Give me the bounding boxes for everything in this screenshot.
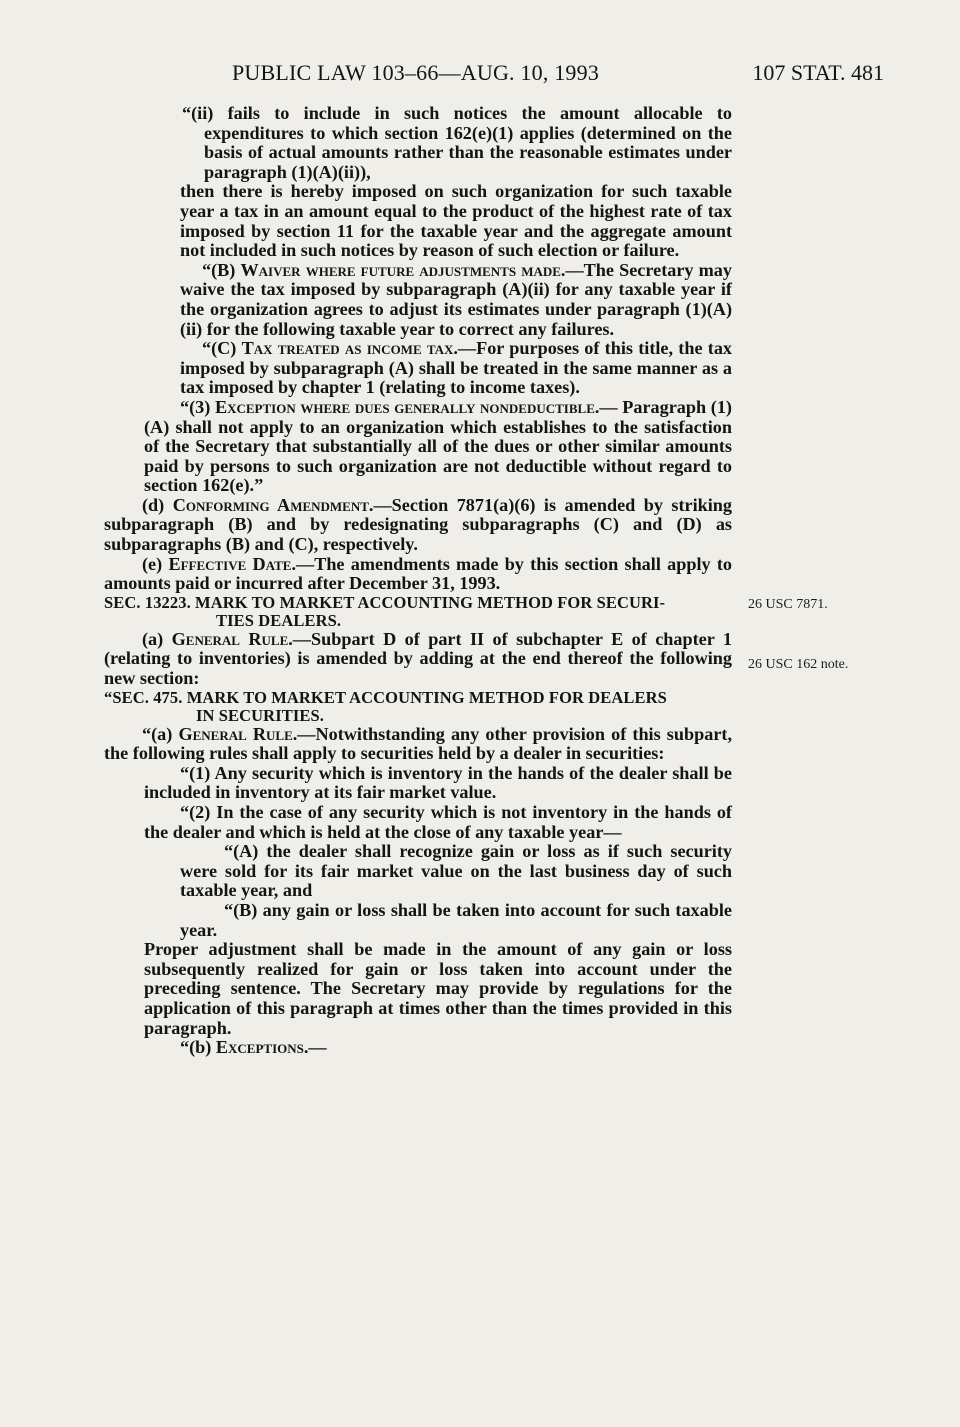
subparagraph-b-waiver: “(B) Waiver where future adjustments made.—The Secretary may waive the tax imposed by subparagraph (A)(ii) for any taxable year if the organization agrees to adjust its estimates under paragraph (1)(A)(ii) for the following taxable year to correct any failures. xyxy=(180,259,732,339)
subsection-a-heading: General Rule xyxy=(171,628,289,649)
subparagraph-b-gain-or-loss: “(B) any gain or loss shall be taken into account for such taxable year. xyxy=(180,899,732,940)
section-475-heading: “SEC. 475. MARK TO MARKET ACCOUNTING METHOD FOR DEALERS IN SECURITIES. xyxy=(104,687,667,725)
paragraph-3-heading: Exception where dues generally nondeductible xyxy=(214,396,595,417)
paragraph-proper-adjustment: Proper adjustment shall be made in the amount of any gain or loss subsequently realized for gain or loss taken into account under the preceding sentence. The Secretary may provide by regulations for the application of this paragraph at times other than the times provided in this paragraph. xyxy=(144,939,732,1038)
subsection-b-heading: Exceptions xyxy=(215,1037,304,1058)
subparagraph-c-income-tax: “(C) Tax treated as income tax.—For purposes of this title, the tax imposed by subparagraph (A) shall be treated in the same manner as a tax imposed by chapter 1 (relating to income taxes). xyxy=(180,338,733,398)
page-header xyxy=(232,60,884,90)
paragraph-tax-imposed: then there is hereby imposed on such organization for such taxable year a tax in an amount equal to the product of the highest rate of tax imposed by section 11 for the taxable year and the aggregate amount not included in such notices by reason of such election or failure. xyxy=(180,181,732,261)
subsection-b-exceptions: “(b) Exceptions.— xyxy=(180,1037,327,1058)
statute-reference: 107 STAT. 481 xyxy=(752,60,884,85)
subsection-e-effective-date: (e) Effective Date.—The amendments made by this section shall apply to amounts paid or incurred after December 31, 1993. xyxy=(104,553,732,594)
subparagraph-b-heading: Waiver where future adjustments made xyxy=(240,259,561,280)
subsection-d-conforming-amendment: (d) Conforming Amendment.—Section 7871(a)(6) is amended by striking subparagraph (B) and by redesignating subparagraphs (C) and (D) as subparagraphs (B) and (C), respectively. xyxy=(104,494,733,555)
margin-note-usc-7871: 26 USC 7871. xyxy=(748,597,828,612)
clause-ii: “(ii) fails to include in such notices the amount allocable to expenditures to which section 162(e)(1) applies (determined on the basis of actual amounts rather than the reasonable estimates under paragraph (1)(A)(ii)), xyxy=(182,103,732,182)
subparagraph-a-recognize-gain: “(A) the dealer shall recognize gain or loss as if such security were sold for its fair market value on the last business day of such taxable year, and xyxy=(180,841,732,901)
paragraph-3-exception: “(3) Exception where dues generally nondeductible.— Paragraph (1)(A) shall not apply to an organization which establishes to the satisfaction of the Secretary that substantially all of the dues or other similar amounts paid by persons to such organization are not deductible without regard to section 162(e).” xyxy=(144,396,732,496)
paragraph-2-not-inventory: “(2) In the case of any security which is not inventory in the hands of the dealer and which is held at the close of any taxable year— xyxy=(144,802,732,842)
section-475-subsection-a-heading: General Rule xyxy=(178,723,293,744)
document-body xyxy=(104,104,732,1058)
subsection-e-heading: Effective Date xyxy=(168,553,292,574)
subsection-a-general-rule: (a) General Rule.—Subpart D of part II of subchapter E of chapter 1 (relating to inventories) is amended by adding at the end thereof the following new section: xyxy=(104,628,732,689)
margin-note-usc-162: 26 USC 162 note. xyxy=(748,657,849,672)
section-475-subsection-a: “(a) General Rule.—Notwithstanding any other provision of this subpart, the following rules shall apply to securities held by a dealer in securities: xyxy=(104,723,732,764)
subparagraph-c-heading: Tax treated as income tax xyxy=(241,338,454,359)
paragraph-1-inventory: “(1) Any security which is inventory in the hands of the dealer shall be included in inventory at its fair market value. xyxy=(144,762,732,803)
running-title: PUBLIC LAW 103–66—AUG. 10, 1993 xyxy=(232,60,600,85)
section-13223-heading: SEC. 13223. MARK TO MARKET ACCOUNTING METHOD FOR SECURI- TIES DEALERS. xyxy=(104,592,666,630)
subsection-d-heading: Conforming Amendment xyxy=(172,494,369,515)
